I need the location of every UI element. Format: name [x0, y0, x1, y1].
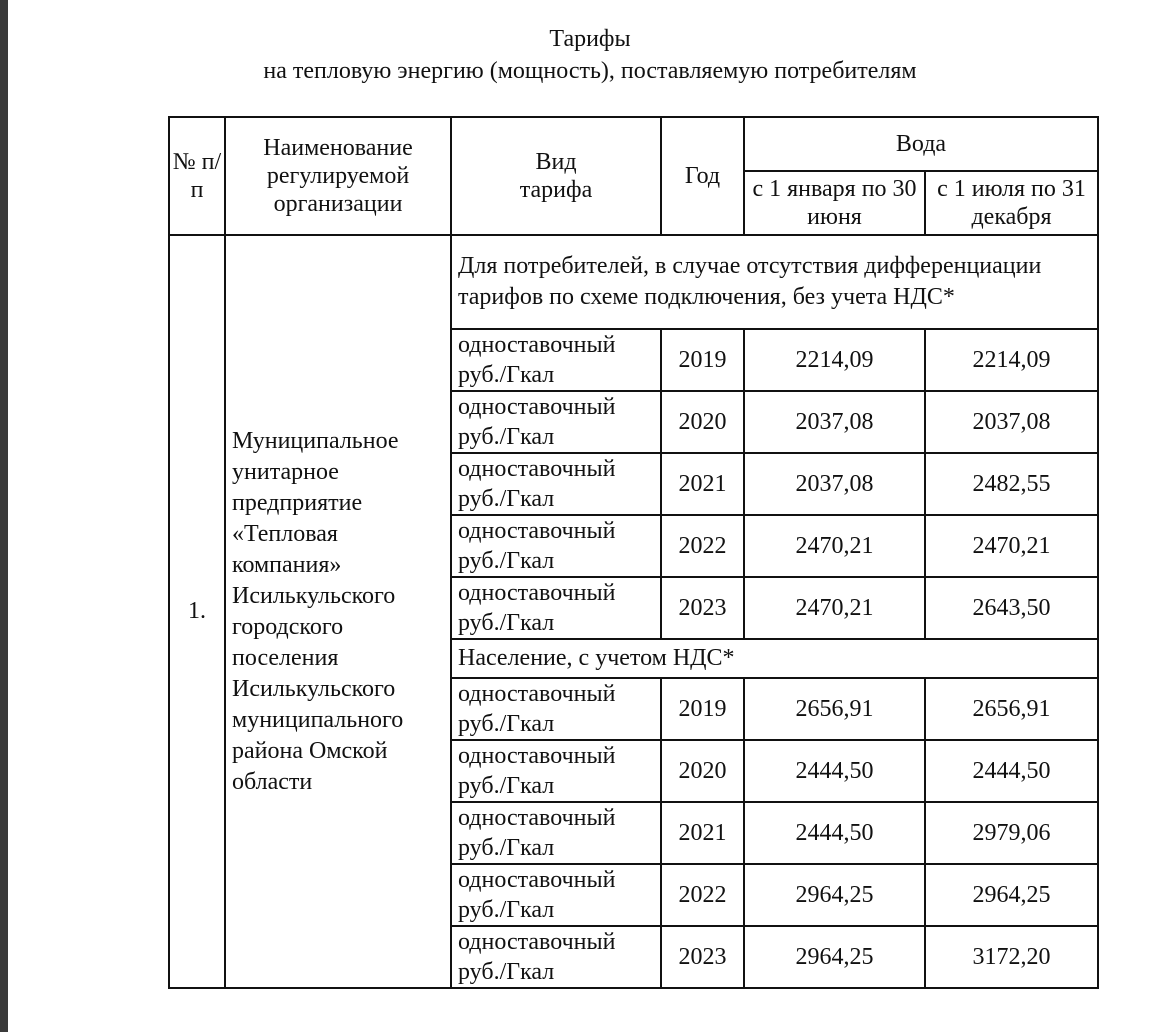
tariff-type-cell: одноставочный руб./Гкал [451, 453, 661, 515]
value-first-half-cell: 2470,21 [744, 577, 925, 639]
value-second-half-cell: 2656,91 [925, 678, 1098, 740]
value-first-half-cell: 2444,50 [744, 802, 925, 864]
tariff-type-cell: одноставочный руб./Гкал [451, 515, 661, 577]
value-second-half-cell: 2214,09 [925, 329, 1098, 391]
year-cell: 2022 [661, 864, 744, 926]
header-tariff-type: Вид тарифа [451, 117, 661, 235]
header-year: Год [661, 117, 744, 235]
tariff-type-cell: одноставочный руб./Гкал [451, 577, 661, 639]
header-period-second-half: с 1 июля по 31 декабря [925, 171, 1098, 235]
year-cell: 2021 [661, 453, 744, 515]
year-cell: 2020 [661, 740, 744, 802]
tariff-type-cell: одноставочный руб./Гкал [451, 391, 661, 453]
tariff-type-cell: одноставочный руб./Гкал [451, 802, 661, 864]
year-cell: 2023 [661, 926, 744, 988]
year-cell: 2019 [661, 329, 744, 391]
year-cell: 2023 [661, 577, 744, 639]
tariff-type-cell: одноставочный руб./Гкал [451, 926, 661, 988]
value-second-half-cell: 2470,21 [925, 515, 1098, 577]
tariff-type-cell: одноставочный руб./Гкал [451, 864, 661, 926]
row-number: 1. [169, 235, 225, 988]
value-second-half-cell: 2964,25 [925, 864, 1098, 926]
value-second-half-cell: 2643,50 [925, 577, 1098, 639]
value-second-half-cell: 3172,20 [925, 926, 1098, 988]
year-cell: 2022 [661, 515, 744, 577]
value-first-half-cell: 2214,09 [744, 329, 925, 391]
header-period-first-half: с 1 января по 30 июня [744, 171, 925, 235]
value-second-half-cell: 2482,55 [925, 453, 1098, 515]
value-first-half-cell: 2470,21 [744, 515, 925, 577]
header-water: Вода [744, 117, 1098, 171]
section-title: Население, с учетом НДС* [451, 639, 1098, 678]
value-first-half-cell: 2964,25 [744, 926, 925, 988]
tariff-type-cell: одноставочный руб./Гкал [451, 678, 661, 740]
header-organization: Наименование регулируемой организации [225, 117, 451, 235]
tariff-type-cell: одноставочный руб./Гкал [451, 329, 661, 391]
section-title: Для потребителей, в случае отсутствия дифференциации тарифов по схеме подключения, без учета НДС* [451, 235, 1098, 329]
year-cell: 2020 [661, 391, 744, 453]
value-first-half-cell: 2037,08 [744, 453, 925, 515]
tariff-type-cell: одноставочный руб./Гкал [451, 740, 661, 802]
document-title: Тарифы [549, 26, 631, 52]
value-first-half-cell: 2656,91 [744, 678, 925, 740]
year-cell: 2019 [661, 678, 744, 740]
document-subtitle: на тепловую энергию (мощность), поставляемую потребителям [263, 58, 917, 84]
value-first-half-cell: 2444,50 [744, 740, 925, 802]
organization-name: Муниципальное унитарное предприятие «Тепловая компания» Исилькульского городского поселения Исилькульского муниципального района Омской области [225, 235, 451, 988]
year-cell: 2021 [661, 802, 744, 864]
value-first-half-cell: 2037,08 [744, 391, 925, 453]
header-number: № п/ п [169, 117, 225, 235]
tariff-table [168, 116, 1099, 989]
document-page [8, 0, 1172, 1032]
value-first-half-cell: 2964,25 [744, 864, 925, 926]
value-second-half-cell: 2444,50 [925, 740, 1098, 802]
value-second-half-cell: 2037,08 [925, 391, 1098, 453]
value-second-half-cell: 2979,06 [925, 802, 1098, 864]
